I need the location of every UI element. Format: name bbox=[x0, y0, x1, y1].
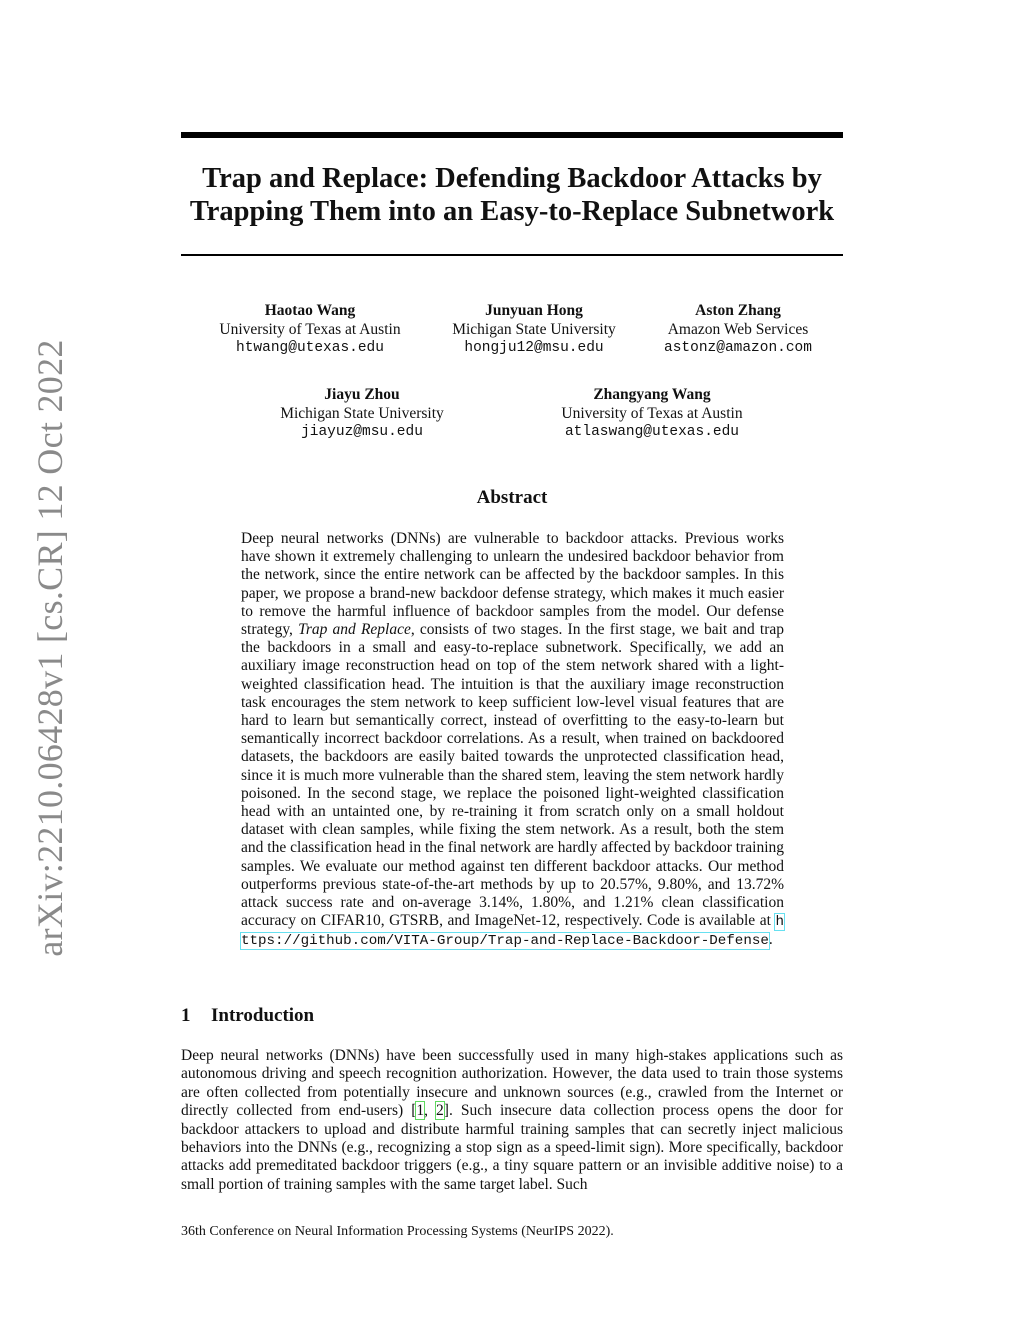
author-email[interactable]: htwang@utexas.edu bbox=[236, 340, 384, 356]
abstract-text: , consists of two stages. In the first stage, we bait and trap the backdoors in a small and easy-to-replace subnetwork. Specifically, we add an auxiliary image reconstruction head on top of the stem network shared with a light-weighted classification head. The intuition is that the auxiliary image reconstruction task encourages the stem network to keep sufficient low-level visual features that are hard to learn but semantically correct, instead of overfitting to the easy-to-learn but semantically incorrect backdoor correlations. As a result, when trained on backdoored datasets, the backdoors are easily baited towards the unprotected classification head, since it is much more vulnerable than the shared stem, leaving the stem network hardly poisoned. In the second stage, we replace the poisoned light-weighted classification head with an untainted one, by re-training it from scratch only on a small holdout dataset with clean samples, while fixing the stem network. As a result, both the stem and the classification head in the final network are hardly affected by backdoor training samples. We evaluate our method against ten different backdoor attacks. Our method outperforms previous state-of-the-art methods by up to 20.57%, 9.80%, and 13.72% attack success rate and on-average 3.14%, 1.80%, and 1.21% clean classification accuracy on CIFAR10, GTSRB, and ImageNet-12, respectively. Code is available at bbox=[241, 621, 784, 930]
author-name: Aston Zhang bbox=[695, 302, 781, 319]
citation-link[interactable]: 2 bbox=[436, 1102, 444, 1120]
intro-paragraph bbox=[181, 1047, 843, 1194]
conference-footnote: 36th Conference on Neural Information Processing Systems (NeurIPS 2022). bbox=[181, 1224, 614, 1239]
intro-text: Deep neural networks (DNNs) have been successfully used in many high-stakes applications such as autonomous driving and speech recognition authorization. However, the data used to train those systems are often collected from potentially insecure and unknown sources (e.g., crawled from the Internet or directly collected from end-users) [ bbox=[181, 1047, 843, 1120]
author-name: Junyuan Hong bbox=[485, 302, 583, 319]
author-affiliation: Amazon Web Services bbox=[667, 321, 809, 338]
author-email[interactable]: atlaswang@utexas.edu bbox=[564, 424, 740, 440]
title-top-rule bbox=[181, 132, 843, 138]
citation-link[interactable]: 1 bbox=[416, 1102, 425, 1120]
author-block bbox=[262, 385, 462, 442]
author-name: Jiayu Zhou bbox=[324, 386, 400, 403]
author-email[interactable]: jiayuz@msu.edu bbox=[301, 424, 423, 440]
abstract-heading: Abstract bbox=[476, 487, 548, 508]
abstract-body bbox=[241, 530, 784, 951]
author-affiliation: Michigan State University bbox=[280, 405, 444, 422]
citation-separator: , bbox=[424, 1102, 437, 1120]
intro-text: ]. Such insecure data collection process opens the door for backdoor attackers to upload and distribute harmful training samples that can secretly inject malicious behaviors into the DNNs (e.g., recognizing a stop sign as a speed-limit sign). More specifically, backdoor attacks add premeditated backdoor triggers (e.g., a tiny square pattern or an invisible additive noise) to a small portion of training samples with the same target label. Such bbox=[181, 1102, 843, 1193]
section-heading bbox=[181, 1005, 314, 1027]
author-block bbox=[434, 301, 634, 358]
author-email[interactable]: hongju12@msu.edu bbox=[464, 340, 604, 356]
abstract-end: . bbox=[768, 931, 773, 949]
author-name: Zhangyang Wang bbox=[593, 386, 711, 403]
author-affiliation: Michigan State University bbox=[452, 321, 616, 338]
author-block bbox=[532, 385, 772, 442]
abstract-text: Deep neural networks (DNNs) are vulnerable to backdoor attacks. Previous works have shown it extremely challenging to unlearn the undesired backdoor behavior from the network, since the entire network can be affected by the backdoor samples. In this paper, we propose a brand-new backdoor defense strategy, which makes it much easier to remove the harmful influence of backdoor samples from the model. Our defense strategy, bbox=[241, 530, 784, 639]
paper-title: Trap and Replace: Defending Backdoor Attacks by Trapping Them into an Easy-to-Replace Subnetwork bbox=[189, 163, 835, 227]
author-email[interactable]: astonz@amazon.com bbox=[664, 340, 812, 356]
method-name: Trap and Replace bbox=[298, 621, 411, 639]
author-affiliation: University of Texas at Austin bbox=[561, 405, 743, 422]
title-bottom-rule bbox=[181, 254, 843, 256]
author-name: Haotao Wang bbox=[264, 302, 356, 319]
arxiv-stamp: arXiv:2210.06428v1 [cs.CR] 12 Oct 2022 bbox=[30, 339, 70, 957]
code-link[interactable]: https://github.com/VITA-Group/Trap-and-Replace-Backdoor-Defense bbox=[241, 914, 784, 950]
author-block bbox=[638, 301, 838, 358]
author-affiliation: University of Texas at Austin bbox=[219, 321, 401, 338]
section-title: Introduction bbox=[211, 1005, 315, 1026]
author-block bbox=[210, 301, 410, 358]
section-number: 1 bbox=[181, 1005, 191, 1026]
